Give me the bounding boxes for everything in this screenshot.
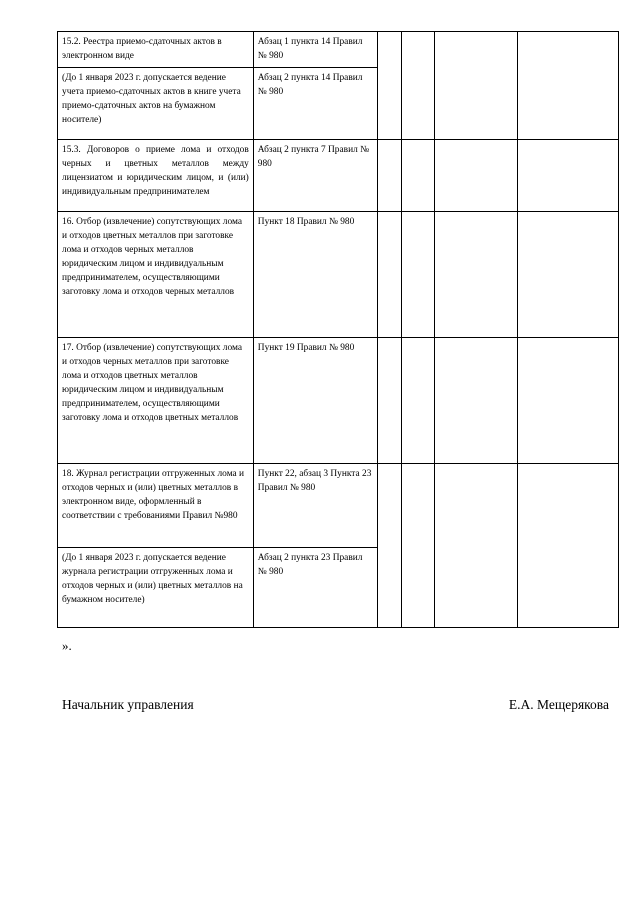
answer-no-cell: [402, 212, 435, 338]
answer-yes-cell: [378, 464, 402, 628]
reference-cell: Абзац 2 пункта 23 Правил № 980: [253, 548, 377, 628]
answer-no-cell: [402, 32, 435, 140]
reference-cell: Абзац 2 пункта 7 Правил № 980: [253, 140, 377, 212]
answer-not-applicable-cell: [435, 140, 518, 212]
table-row: [58, 464, 619, 548]
answer-no-cell: [402, 464, 435, 628]
note-cell: [517, 464, 618, 628]
answer-not-applicable-cell: [435, 464, 518, 628]
answer-not-applicable-cell: [435, 338, 518, 464]
answer-no-cell: [402, 338, 435, 464]
table-row: [58, 140, 619, 212]
reference-cell: Пункт 22, абзац 3 Пункта 23 Правил № 980: [253, 464, 377, 548]
answer-not-applicable-cell: [435, 32, 518, 140]
note-cell: [517, 338, 618, 464]
requirement-cell: 16. Отбор (извлечение) сопутствующих лома и отходов цветных металлов при заготовке лома и отходов черных металлов юридическим лицом и индивидуальным предпринимателем, осуществляющими заготовку лома и отходов черных металлов: [58, 212, 254, 338]
answer-yes-cell: [378, 212, 402, 338]
table-row: [58, 32, 619, 68]
reference-cell: Пункт 19 Правил № 980: [253, 338, 377, 464]
answer-yes-cell: [378, 140, 402, 212]
answer-no-cell: [402, 140, 435, 212]
requirement-cell: (До 1 января 2023 г. допускается ведение журнала регистрации отгруженных лома и отходов черных и (или) цветных металлов на бумажном носителе): [58, 548, 254, 628]
reference-cell: Абзац 2 пункта 14 Правил № 980: [253, 68, 377, 140]
requirement-cell: 15.3. Договоров о приеме лома и отходов черных и цветных металлов между лицензиатом и юридическим лицом, и (или) индивидуальным предпринимателем: [58, 140, 254, 212]
signature-name: Е.А. Мещерякова: [508, 697, 609, 712]
answer-yes-cell: [378, 32, 402, 140]
requirement-cell: (До 1 января 2023 г. допускается ведение учета приемо-сдаточных актов в книге учета приемо-сдаточных актов на бумажном носителе): [58, 68, 254, 140]
reference-cell: Абзац 1 пункта 14 Правил № 980: [253, 32, 377, 68]
reference-cell: Пункт 18 Правил № 980: [253, 212, 377, 338]
table-row: [58, 212, 619, 338]
note-cell: [517, 140, 618, 212]
note-cell: [517, 212, 618, 338]
answer-yes-cell: [378, 338, 402, 464]
closing-quote-mark: ».: [62, 638, 72, 653]
signature-title: Начальник управления: [62, 697, 194, 712]
requirement-cell: 18. Журнал регистрации отгруженных лома и отходов черных и (или) цветных металлов в электронном виде, оформленный в соответствии с требованиями Правил №980: [58, 464, 254, 548]
table-row: [58, 338, 619, 464]
checklist-table: [57, 31, 619, 628]
answer-not-applicable-cell: [435, 212, 518, 338]
note-cell: [517, 32, 618, 140]
requirement-cell: 17. Отбор (извлечение) сопутствующих лома и отходов черных металлов при заготовке лома и отходов цветных металлов юридическим лицом и индивидуальным предпринимателем, осуществляющими заготовку лома и отходов цветных металлов: [58, 338, 254, 464]
requirement-cell: 15.2. Реестра приемо-сдаточных актов в электронном виде: [58, 32, 254, 68]
